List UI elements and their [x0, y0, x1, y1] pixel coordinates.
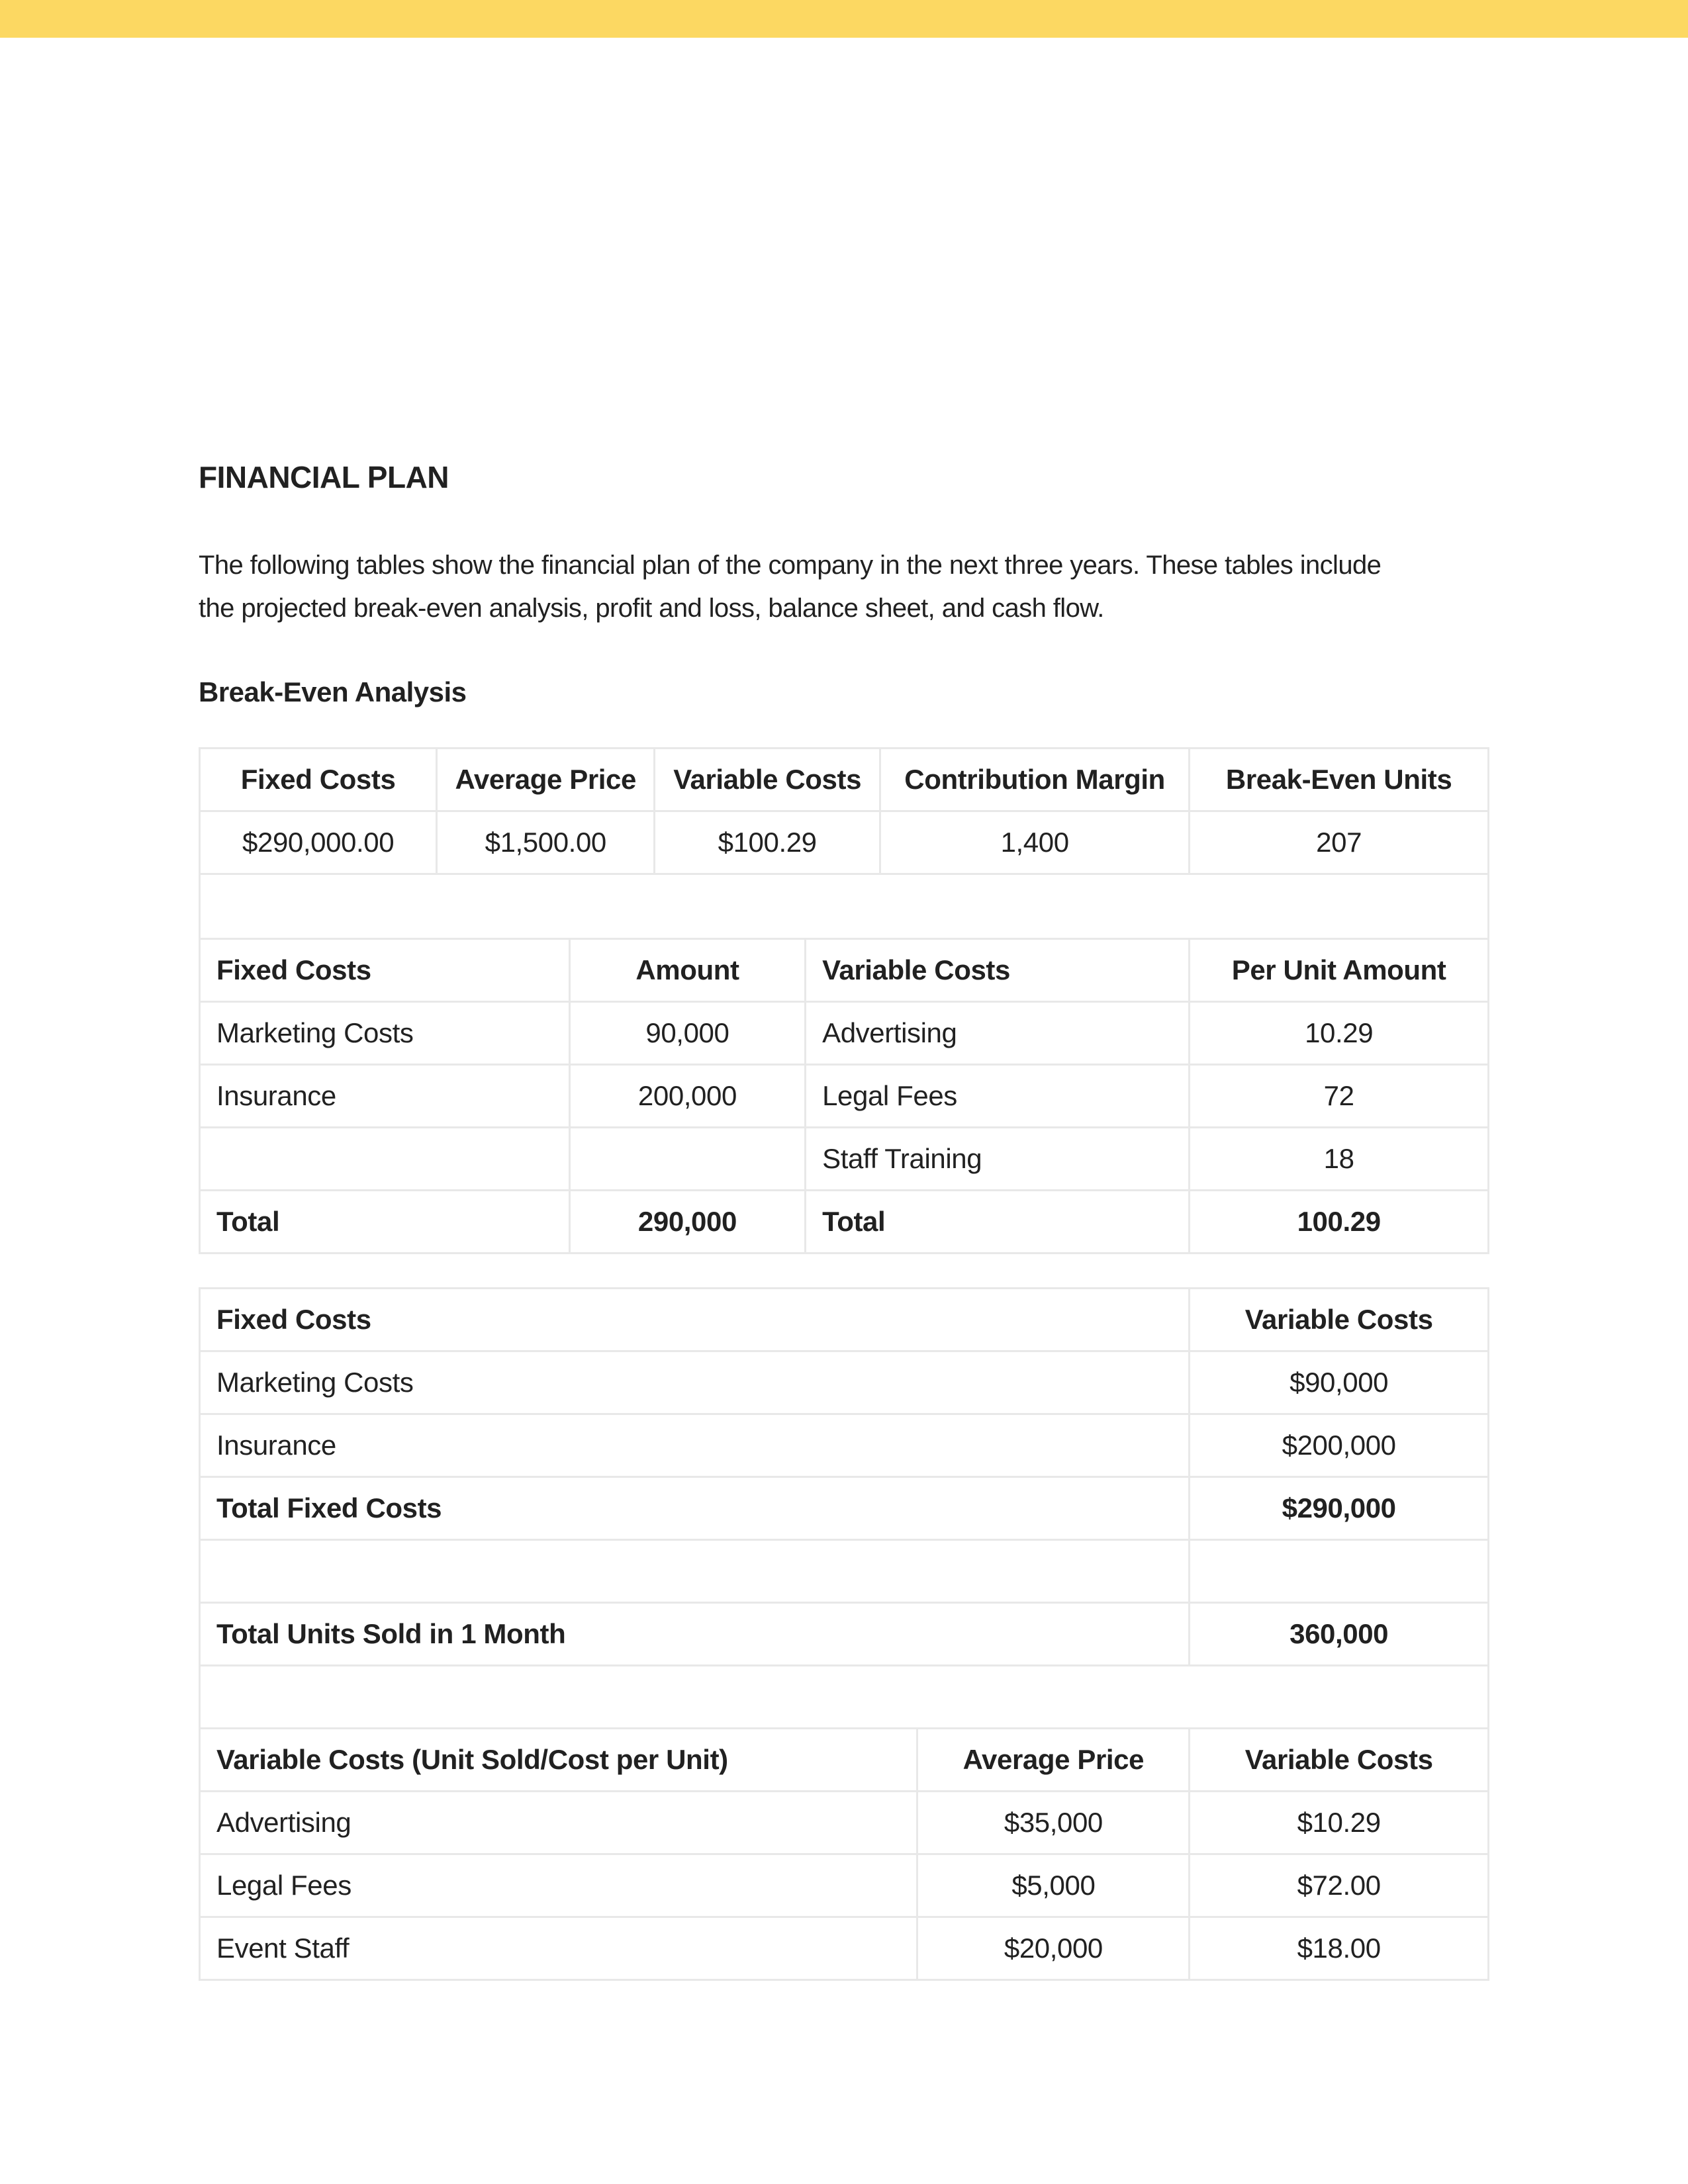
table-cell: Legal Fees [806, 1066, 1190, 1128]
table-cell: $20,000 [918, 1918, 1190, 1981]
intro-line-2: the projected break-even analysis, profit and loss, balance sheet, and cash flow. [199, 594, 1104, 623]
table-cell: Insurance [201, 1415, 1190, 1478]
table-cell: $5,000 [918, 1855, 1190, 1918]
page-content [0, 38, 1688, 1981]
column-header: Variable Costs [806, 940, 1190, 1003]
column-header: Per Unit Amount [1190, 940, 1489, 1003]
table-cell: 72 [1190, 1066, 1489, 1128]
table-cell: Legal Fees [201, 1855, 918, 1918]
table-cell-total: Total Fixed Costs [201, 1478, 1190, 1541]
table-cell-total: 290,000 [571, 1191, 806, 1254]
table-cell-total: Total [806, 1191, 1190, 1254]
table-cell: $290,000.00 [201, 812, 438, 875]
table-cell-total: Total [201, 1191, 571, 1254]
table-cell: $1,500.00 [438, 812, 655, 875]
table-cell: Event Staff [201, 1918, 918, 1981]
intro-paragraph [199, 544, 1489, 630]
table-cell: Advertising [806, 1003, 1190, 1066]
table-cell: $10.29 [1190, 1792, 1489, 1855]
page-title: FINANCIAL PLAN [199, 460, 449, 494]
table-cell: Staff Training [806, 1128, 1190, 1191]
variable-costs-detail-table [199, 1729, 1489, 1981]
table-cell: $72.00 [1190, 1855, 1489, 1918]
table-cell: 1,400 [881, 812, 1190, 875]
table-cell: $18.00 [1190, 1918, 1489, 1981]
column-header: Variable Costs [655, 749, 881, 812]
column-header: Variable Costs [1190, 1729, 1489, 1792]
table-cell-empty [1190, 1541, 1489, 1604]
column-header: Average Price [918, 1729, 1190, 1792]
table-cell: 18 [1190, 1128, 1489, 1191]
table-cell-total: $290,000 [1190, 1478, 1489, 1541]
intro-line-1: The following tables show the financial plan of the company in the next three years. These tables include [199, 551, 1382, 580]
table-cell: $100.29 [655, 812, 881, 875]
column-header: Contribution Margin [881, 749, 1190, 812]
table-cell: Advertising [201, 1792, 918, 1855]
column-header: Amount [571, 940, 806, 1003]
table-cell-empty [571, 1128, 806, 1191]
break-even-summary-table [199, 747, 1489, 875]
column-header: Fixed Costs [201, 940, 571, 1003]
column-header: Break-Even Units [1190, 749, 1489, 812]
empty-table-row [199, 875, 1489, 938]
table-cell: 200,000 [571, 1066, 806, 1128]
column-header: Variable Costs (Unit Sold/Cost per Unit) [201, 1729, 918, 1792]
table-cell: $90,000 [1190, 1352, 1489, 1415]
table-cell-empty [201, 1128, 571, 1191]
column-header: Fixed Costs [201, 1289, 1190, 1352]
table-cell: Marketing Costs [201, 1352, 1190, 1415]
column-header: Average Price [438, 749, 655, 812]
cost-breakdown-table [199, 938, 1489, 1254]
table-cell-empty [201, 1541, 1190, 1604]
table-cell: Marketing Costs [201, 1003, 571, 1066]
fixed-costs-summary-table [199, 1287, 1489, 1729]
accent-top-bar [0, 0, 1688, 38]
table-cell: 10.29 [1190, 1003, 1489, 1066]
table-cell: 207 [1190, 812, 1489, 875]
total-units-label: Total Units Sold in 1 Month [201, 1604, 1190, 1666]
table-cell: $200,000 [1190, 1415, 1489, 1478]
table-cell: $35,000 [918, 1792, 1190, 1855]
section-heading-break-even-analysis: Break-Even Analysis [199, 676, 467, 707]
table-cell-total: 100.29 [1190, 1191, 1489, 1254]
total-units-value: 360,000 [1190, 1604, 1489, 1666]
column-header: Variable Costs [1190, 1289, 1489, 1352]
empty-table-row [201, 1666, 1489, 1729]
column-header: Fixed Costs [201, 749, 438, 812]
table-cell: Insurance [201, 1066, 571, 1128]
table-cell: 90,000 [571, 1003, 806, 1066]
